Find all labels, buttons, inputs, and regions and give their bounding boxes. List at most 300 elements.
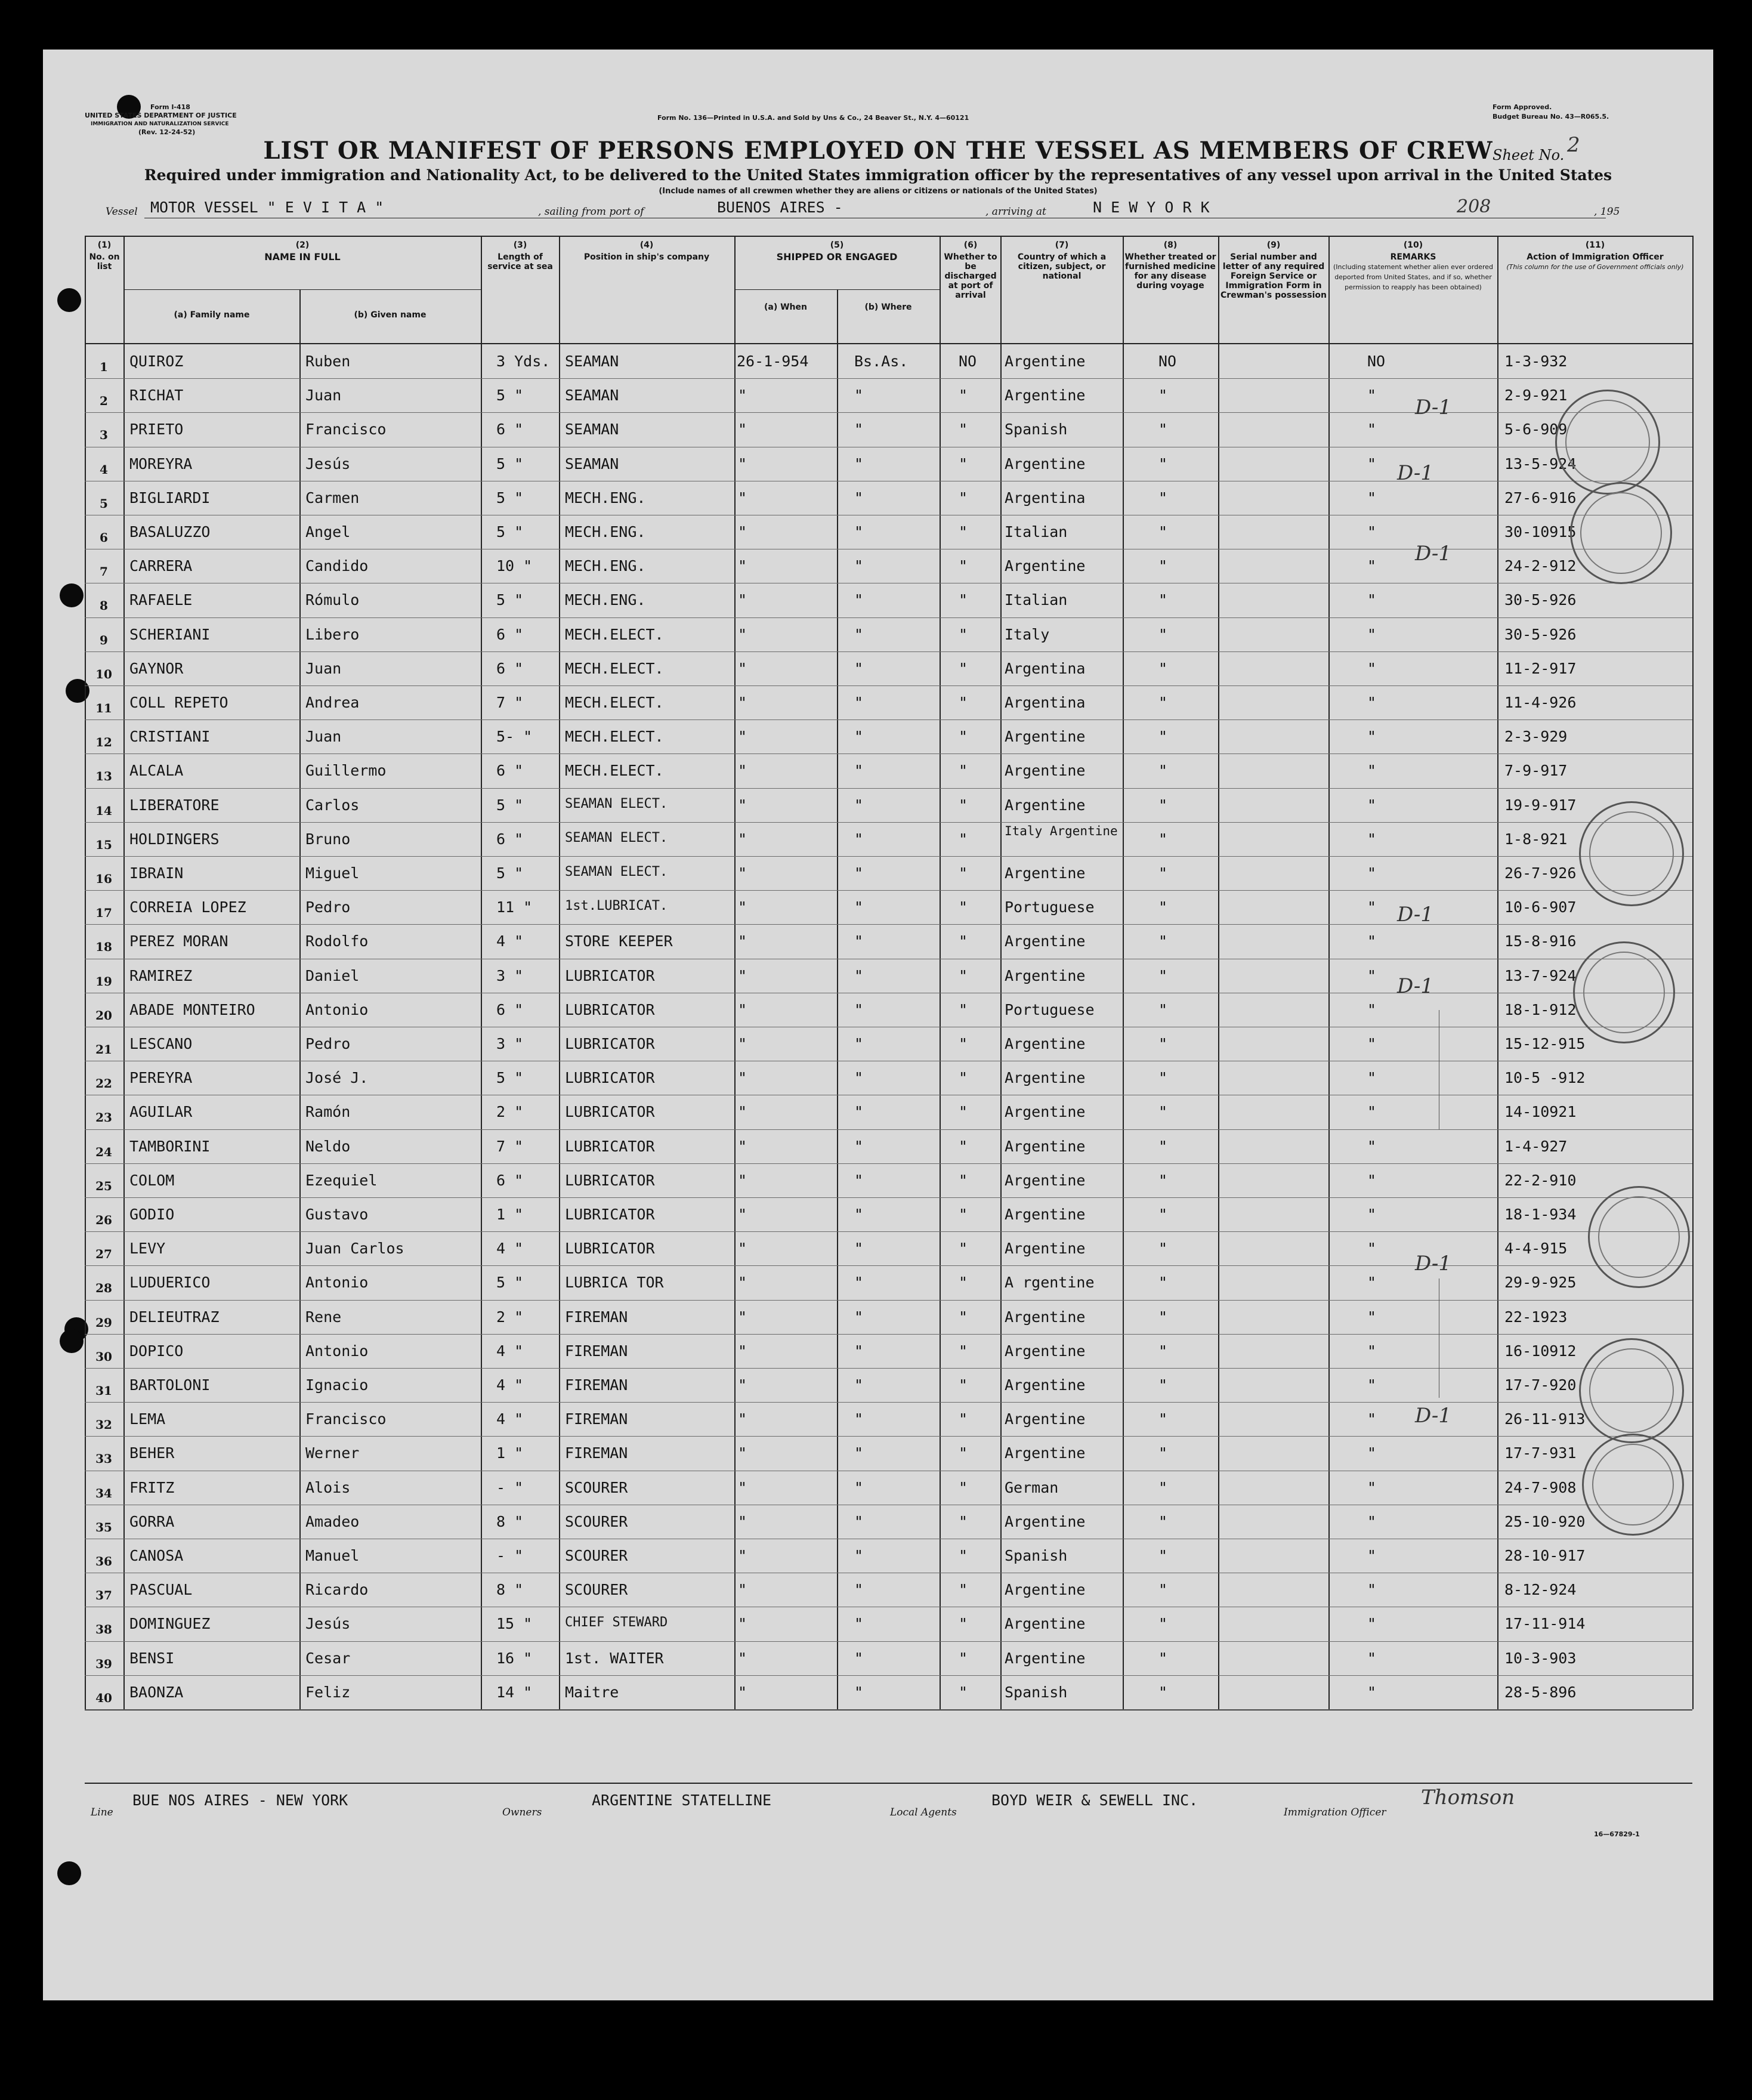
- cell-service: 6 ": [496, 421, 524, 438]
- cell-action: 17-7-931: [1504, 1444, 1577, 1462]
- cell-discharged: ": [959, 591, 968, 609]
- cell-given: Ignacio: [305, 1376, 369, 1394]
- cell-service: 1 ": [496, 1444, 524, 1462]
- col-header-action: (11) Action of Immigration Officer (This column for the use of Government officials only): [1506, 240, 1684, 271]
- cell-medicine: ": [1158, 1000, 1168, 1018]
- cell-when: ": [738, 1342, 747, 1360]
- cell-service: 4 ": [496, 932, 524, 950]
- row-number: 34: [95, 1486, 112, 1500]
- cell-action: 28-10-917: [1504, 1547, 1586, 1564]
- cell-position: 1st.LUBRICAT.: [565, 898, 668, 914]
- cell-where: ": [854, 762, 864, 780]
- cell-remarks: ": [1367, 455, 1377, 472]
- cell-given: Ricardo: [305, 1581, 369, 1599]
- cell-discharged: ": [959, 1035, 968, 1052]
- cell-where: ": [854, 694, 864, 711]
- cell-when: ": [738, 1171, 747, 1189]
- cell-where: ": [854, 489, 864, 507]
- cell-position: SEAMAN: [565, 353, 619, 370]
- cell-action: 26-7-926: [1504, 864, 1577, 882]
- table-row: [85, 1573, 1692, 1607]
- cell-service: 4 ": [496, 1376, 524, 1394]
- cell-medicine: NO: [1158, 353, 1177, 370]
- cell-where: ": [854, 659, 864, 677]
- row-number: 19: [95, 974, 112, 989]
- cell-remarks: ": [1367, 1035, 1377, 1052]
- row-number: 15: [95, 837, 112, 852]
- cell-discharged: ": [959, 1547, 968, 1564]
- table-row: [85, 753, 1692, 788]
- cell-given: Jesús: [305, 455, 351, 472]
- cell-service: 5 ": [496, 387, 524, 404]
- cell-discharged: ": [959, 625, 968, 643]
- cell-where: ": [854, 1410, 864, 1428]
- cell-discharged: ": [959, 1308, 968, 1326]
- budget-bureau: Budget Bureau No. 43—R065.5.: [1493, 113, 1609, 121]
- cell-service: 5 ": [496, 523, 524, 541]
- form-number-left: Form I-418: [150, 103, 190, 111]
- cell-given: Ramón: [305, 1103, 351, 1121]
- cell-discharged: ": [959, 1683, 968, 1701]
- cell-given: Libero: [305, 625, 360, 643]
- cell-when: ": [738, 762, 747, 780]
- cell-position: SEAMAN ELECT.: [565, 830, 668, 845]
- row-number: 40: [95, 1690, 112, 1705]
- cell-country: Argentine: [1005, 1376, 1086, 1394]
- cell-remarks: ": [1367, 1581, 1377, 1599]
- cell-action: 5-6-909: [1504, 421, 1568, 438]
- row-number: 3: [100, 428, 108, 443]
- cell-where: ": [854, 1069, 864, 1087]
- cell-family: CARRERA: [129, 557, 193, 575]
- cell-medicine: ": [1158, 421, 1168, 438]
- cell-medicine: ": [1158, 1683, 1168, 1701]
- cell-family: BIGLIARDI: [129, 489, 211, 507]
- cell-medicine: ": [1158, 966, 1168, 984]
- cell-service: 6 ": [496, 762, 524, 780]
- table-row: [85, 583, 1692, 617]
- cell-country: Argentine: [1005, 1206, 1086, 1223]
- cell-action: 8-12-924: [1504, 1581, 1577, 1599]
- cell-position: 1st. WAITER: [565, 1649, 664, 1667]
- cell-where: ": [854, 1547, 864, 1564]
- col-header-remarks: (10) REMARKS (Including statement whether alien ever ordered deported from United States, and if so, whether permission to reapply has been obtained): [1333, 240, 1493, 291]
- cell-given: Angel: [305, 523, 351, 541]
- cell-position: LUBRICATOR: [565, 966, 655, 984]
- cell-medicine: ": [1158, 728, 1168, 746]
- cell-country: Argentine: [1005, 1069, 1086, 1087]
- cell-when: ": [738, 1240, 747, 1258]
- cell-when: ": [738, 1000, 747, 1018]
- cell-family: LESCANO: [129, 1035, 193, 1052]
- cell-position: MECH.ELECT.: [565, 625, 664, 643]
- cell-family: DOMINGUEZ: [129, 1615, 211, 1633]
- cell-action: 29-9-925: [1504, 1274, 1577, 1292]
- cell-discharged: ": [959, 966, 968, 984]
- cell-position: MECH.ENG.: [565, 557, 646, 575]
- cell-medicine: ": [1158, 1240, 1168, 1258]
- table-row: [85, 481, 1692, 515]
- cell-remarks: ": [1367, 1547, 1377, 1564]
- cell-medicine: ": [1158, 1308, 1168, 1326]
- cell-medicine: ": [1158, 1444, 1168, 1462]
- cell-family: COLOM: [129, 1171, 175, 1189]
- cell-remarks: ": [1367, 659, 1377, 677]
- row-number: 2: [100, 394, 108, 409]
- cell-action: 17-7-920: [1504, 1376, 1577, 1394]
- cell-family: LIBERATORE: [129, 796, 220, 814]
- consular-stamp: [1555, 390, 1660, 495]
- cell-family: HOLDINGERS: [129, 830, 220, 848]
- cell-where: ": [854, 1444, 864, 1462]
- table-row: [85, 1471, 1692, 1505]
- cell-where: ": [854, 1683, 864, 1701]
- cell-given: Antonio: [305, 1274, 369, 1292]
- cell-medicine: ": [1158, 1547, 1168, 1564]
- shipped-subheader-line: [734, 289, 940, 290]
- cell-when: ": [738, 455, 747, 472]
- cell-given: Pedro: [305, 1035, 351, 1052]
- table-row: [85, 1300, 1692, 1334]
- cell-service: 5 ": [496, 796, 524, 814]
- cell-when: ": [738, 387, 747, 404]
- cell-when: ": [738, 728, 747, 746]
- cell-medicine: ": [1158, 1171, 1168, 1189]
- cell-family: BAONZA: [129, 1683, 184, 1701]
- cell-medicine: ": [1158, 1478, 1168, 1496]
- cell-discharged: ": [959, 523, 968, 541]
- col-header-no: (1) No. on list: [89, 240, 120, 271]
- table-row: [85, 822, 1692, 856]
- cell-action: 24-2-912: [1504, 557, 1577, 575]
- cell-remarks: ": [1367, 557, 1377, 575]
- cell-service: 8 ": [496, 1512, 524, 1530]
- cell-when: ": [738, 1547, 747, 1564]
- cell-where: Bs.As.: [854, 353, 909, 370]
- col-header-service: (3) Length of service at sea: [487, 240, 553, 271]
- punch-hole: [60, 1329, 84, 1353]
- cell-family: PEREYRA: [129, 1069, 193, 1087]
- punch-hole: [57, 288, 81, 312]
- cell-discharged: ": [959, 932, 968, 950]
- cell-service: 7 ": [496, 694, 524, 711]
- row-number: 27: [95, 1247, 112, 1262]
- cell-medicine: ": [1158, 830, 1168, 848]
- cell-where: ": [854, 1581, 864, 1599]
- cell-when: ": [738, 898, 747, 916]
- cell-position: MECH.ENG.: [565, 489, 646, 507]
- cell-discharged: ": [959, 762, 968, 780]
- cell-action: 30-5-926: [1504, 625, 1577, 643]
- cell-discharged: ": [959, 1069, 968, 1087]
- cell-remarks: ": [1367, 421, 1377, 438]
- cell-family: DELIEUTRAZ: [129, 1308, 220, 1326]
- cell-discharged: ": [959, 1649, 968, 1667]
- table-row: [85, 1129, 1692, 1163]
- cell-country: Spanish: [1005, 1547, 1068, 1564]
- row-number: 13: [95, 769, 112, 784]
- cell-remarks: ": [1367, 1342, 1377, 1360]
- cell-when: ": [738, 694, 747, 711]
- table-row: [85, 651, 1692, 685]
- cell-when: ": [738, 1274, 747, 1292]
- cell-when: ": [738, 1206, 747, 1223]
- cell-where: ": [854, 1342, 864, 1360]
- cell-position: FIREMAN: [565, 1376, 628, 1394]
- cell-discharged: ": [959, 1376, 968, 1394]
- line-label: Line: [91, 1806, 113, 1818]
- cell-remarks: ": [1367, 1206, 1377, 1223]
- cell-country: A rgentine: [1005, 1274, 1095, 1292]
- cell-action: 26-11-913: [1504, 1410, 1586, 1428]
- cell-service: 1 ": [496, 1206, 524, 1223]
- cell-service: 15 ": [496, 1615, 533, 1633]
- footer-top-border: [85, 1783, 1692, 1784]
- row-number: 35: [95, 1520, 112, 1534]
- cell-given: Guillermo: [305, 762, 387, 780]
- cell-medicine: ": [1158, 1649, 1168, 1667]
- cell-position: MECH.ENG.: [565, 523, 646, 541]
- col-header-family: (a) Family name: [174, 310, 250, 320]
- cell-medicine: ": [1158, 1035, 1168, 1052]
- table-row: [85, 856, 1692, 890]
- cell-given: Rene: [305, 1308, 342, 1326]
- table-row: [85, 924, 1692, 958]
- manifest-sheet: [43, 50, 1713, 2000]
- cell-medicine: ": [1158, 387, 1168, 404]
- row-number: 4: [100, 462, 108, 477]
- cell-family: RAFAELE: [129, 591, 193, 609]
- cell-discharged: ": [959, 455, 968, 472]
- cell-family: DOPICO: [129, 1342, 184, 1360]
- cell-when: 26-1-954: [737, 353, 809, 370]
- cell-remarks: ": [1367, 796, 1377, 814]
- cell-given: Pedro: [305, 898, 351, 916]
- cell-service: 16 ": [496, 1649, 533, 1667]
- col-header-where: (b) Where: [864, 302, 912, 312]
- cell-country: Argentine: [1005, 1444, 1086, 1462]
- cell-discharged: ": [959, 694, 968, 711]
- cell-family: BEHER: [129, 1444, 175, 1462]
- cell-when: ": [738, 421, 747, 438]
- cell-where: ": [854, 1478, 864, 1496]
- cell-medicine: ": [1158, 523, 1168, 541]
- cell-discharged: ": [959, 1581, 968, 1599]
- table-row: [85, 719, 1692, 753]
- cell-discharged: ": [959, 830, 968, 848]
- remark-d1: D-1: [1415, 1404, 1452, 1428]
- cell-discharged: ": [959, 1478, 968, 1496]
- table-row: [85, 1334, 1692, 1368]
- cell-family: GAYNOR: [129, 659, 184, 677]
- cell-action: 18-1-912: [1504, 1000, 1577, 1018]
- cell-medicine: ": [1158, 489, 1168, 507]
- table-row: [85, 685, 1692, 719]
- cell-country: Argentine: [1005, 864, 1086, 882]
- cell-remarks: ": [1367, 1103, 1377, 1121]
- row-number: 21: [95, 1042, 112, 1057]
- cell-medicine: ": [1158, 1274, 1168, 1292]
- cell-action: 13-7-924: [1504, 966, 1577, 984]
- cell-given: Werner: [305, 1444, 360, 1462]
- cell-given: Bruno: [305, 830, 351, 848]
- cell-given: Jesús: [305, 1615, 351, 1633]
- cell-family: MOREYRA: [129, 455, 193, 472]
- cell-family: BASALUZZO: [129, 523, 211, 541]
- cell-medicine: ": [1158, 591, 1168, 609]
- table-row: [85, 1197, 1692, 1231]
- cell-discharged: ": [959, 1410, 968, 1428]
- cell-given: Alois: [305, 1478, 351, 1496]
- cell-where: ": [854, 1171, 864, 1189]
- cell-action: 10-6-907: [1504, 898, 1577, 916]
- row-number: 29: [95, 1315, 112, 1330]
- cell-position: LUBRICA TOR: [565, 1274, 664, 1292]
- cell-remarks: NO: [1367, 353, 1386, 370]
- consular-stamp: [1573, 941, 1675, 1043]
- cell-position: SCOURER: [565, 1547, 628, 1564]
- cell-country: Argentine: [1005, 1410, 1086, 1428]
- cell-medicine: ": [1158, 796, 1168, 814]
- row-number: 12: [95, 735, 112, 750]
- table-row: [85, 1027, 1692, 1061]
- cell-when: ": [738, 1069, 747, 1087]
- row-number: 25: [95, 1178, 112, 1193]
- cell-service: 10 ": [496, 557, 533, 575]
- cell-medicine: ": [1158, 1410, 1168, 1428]
- officer-signature: Thomson: [1421, 1786, 1515, 1809]
- cell-given: Juan: [305, 728, 342, 746]
- cell-position: STORE KEEPER: [565, 932, 673, 950]
- cell-position: SCOURER: [565, 1581, 628, 1599]
- vessel-label: Vessel: [106, 206, 138, 218]
- consular-stamp: [1582, 1434, 1684, 1536]
- cell-remarks: ": [1367, 1308, 1377, 1326]
- cell-action: 2-9-921: [1504, 387, 1568, 404]
- cell-when: ": [738, 1410, 747, 1428]
- row-number: 30: [95, 1349, 112, 1364]
- table-row: [85, 1675, 1692, 1709]
- cell-family: RICHAT: [129, 387, 184, 404]
- consular-stamp: [1588, 1186, 1690, 1288]
- cell-country: Argentine: [1005, 1581, 1086, 1599]
- cell-action: 11-4-926: [1504, 694, 1577, 711]
- cell-family: IBRAIN: [129, 864, 184, 882]
- cell-country: Argentine: [1005, 1512, 1086, 1530]
- cell-country: Argentine: [1005, 1171, 1086, 1189]
- row-number: 31: [95, 1383, 112, 1398]
- cell-where: ": [854, 421, 864, 438]
- cell-action: 13-5-924: [1504, 455, 1577, 472]
- cell-remarks: ": [1367, 1444, 1377, 1462]
- cell-when: ": [738, 1683, 747, 1701]
- table-row: [85, 617, 1692, 651]
- cell-family: CORREIA LOPEZ: [129, 898, 246, 916]
- cell-when: ": [738, 1649, 747, 1667]
- cell-given: Ezequiel: [305, 1171, 378, 1189]
- cell-when: ": [738, 830, 747, 848]
- cell-given: Feliz: [305, 1683, 351, 1701]
- remark-d1: D-1: [1415, 396, 1452, 419]
- cell-remarks: ": [1367, 1615, 1377, 1633]
- cell-discharged: ": [959, 387, 968, 404]
- cell-family: ALCALA: [129, 762, 184, 780]
- cell-when: ": [738, 1512, 747, 1530]
- cell-remarks: ": [1367, 523, 1377, 541]
- row-number: 39: [95, 1656, 112, 1671]
- cell-given: Francisco: [305, 421, 387, 438]
- cell-action: 15-12-915: [1504, 1035, 1586, 1052]
- cell-country: Argentina: [1005, 694, 1086, 711]
- cell-service: 6 ": [496, 830, 524, 848]
- cell-country: Argentine: [1005, 1342, 1086, 1360]
- table-row: [85, 1095, 1692, 1129]
- cell-family: CANOSA: [129, 1547, 184, 1564]
- cell-where: ": [854, 898, 864, 916]
- cell-when: ": [738, 659, 747, 677]
- row-number: 1: [100, 360, 108, 374]
- cell-discharged: ": [959, 1000, 968, 1018]
- cell-position: SEAMAN: [565, 421, 619, 438]
- cell-position: MECH.ELECT.: [565, 728, 664, 746]
- cell-remarks: ": [1367, 1137, 1377, 1155]
- cell-where: ": [854, 1206, 864, 1223]
- cell-discharged: ": [959, 1103, 968, 1121]
- cell-where: ": [854, 728, 864, 746]
- cell-family: BENSI: [129, 1649, 175, 1667]
- cell-when: ": [738, 591, 747, 609]
- cell-remarks: ": [1367, 387, 1377, 404]
- cell-when: ": [738, 1103, 747, 1121]
- cell-family: AGUILAR: [129, 1103, 193, 1121]
- row-number: 24: [95, 1144, 112, 1159]
- table-row: [85, 890, 1692, 924]
- cell-action: 19-9-917: [1504, 796, 1577, 814]
- row-number: 14: [95, 803, 112, 818]
- cell-when: ": [738, 864, 747, 882]
- cell-where: ": [854, 1649, 864, 1667]
- row-number: 23: [95, 1110, 112, 1125]
- cell-given: Juan: [305, 387, 342, 404]
- cell-medicine: ": [1158, 557, 1168, 575]
- cell-medicine: ": [1158, 455, 1168, 472]
- form-approved: Form Approved.: [1493, 103, 1552, 111]
- cell-when: ": [738, 966, 747, 984]
- cell-action: 17-11-914: [1504, 1615, 1586, 1633]
- cell-action: 30-5-926: [1504, 591, 1577, 609]
- row-number: 37: [95, 1588, 112, 1603]
- cell-action: 11-2-917: [1504, 659, 1577, 677]
- cell-service: 5 ": [496, 1274, 524, 1292]
- owners-value: ARGENTINE STATELLINE: [592, 1792, 772, 1809]
- cell-country: German: [1005, 1478, 1059, 1496]
- cell-action: 10-5 -912: [1504, 1069, 1586, 1087]
- cell-when: ": [738, 1308, 747, 1326]
- cell-given: Carlos: [305, 796, 360, 814]
- cell-medicine: ": [1158, 1137, 1168, 1155]
- cell-when: ": [738, 1444, 747, 1462]
- agents-value: BOYD WEIR & SEWELL INC.: [991, 1792, 1198, 1809]
- cell-discharged: ": [959, 1342, 968, 1360]
- cell-remarks: ": [1367, 1171, 1377, 1189]
- remark-d1: D-1: [1397, 461, 1434, 485]
- cell-country: Argentine: [1005, 1308, 1086, 1326]
- arrival-date: 208: [1457, 196, 1491, 217]
- vessel-name: MOTOR VESSEL " E V I T A ": [150, 199, 384, 216]
- cell-country: Argentine: [1005, 728, 1086, 746]
- cell-service: 3 Yds.: [496, 353, 551, 370]
- row-number: 10: [95, 666, 112, 681]
